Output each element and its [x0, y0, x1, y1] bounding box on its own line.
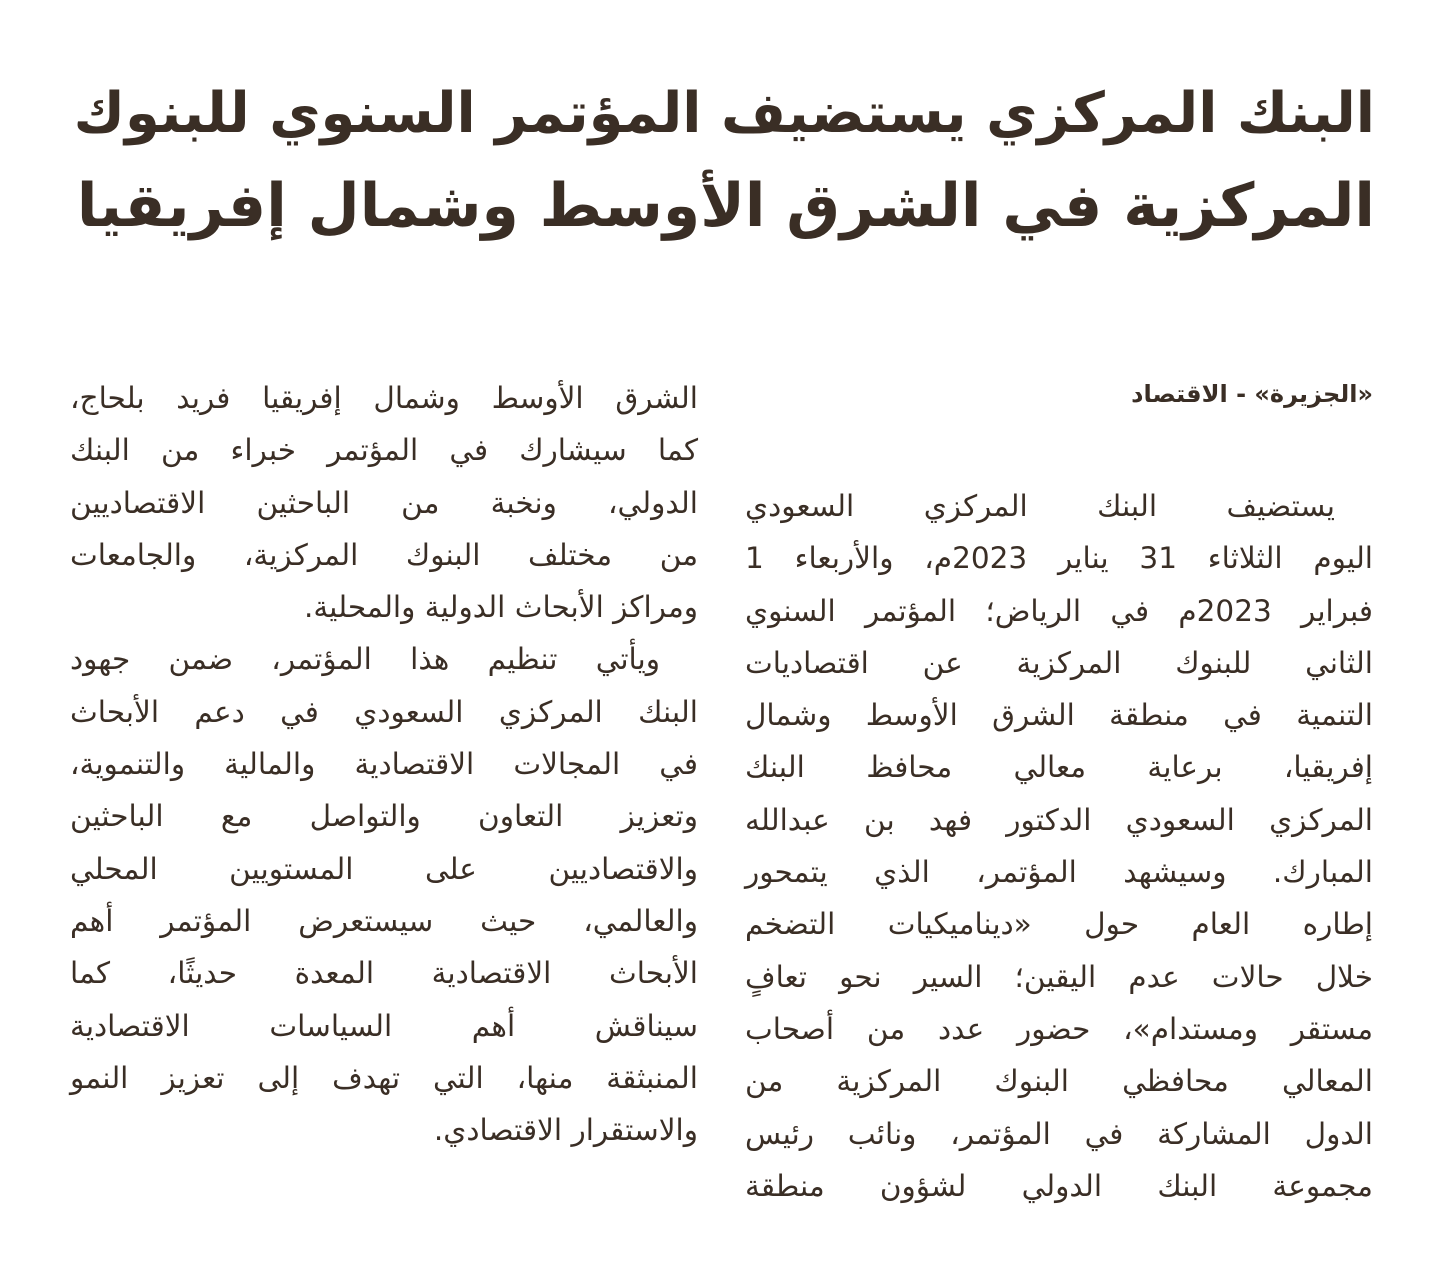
column-line: المنبثقة منها، التي تهدف إلى تعزيز النمو — [70, 1060, 698, 1095]
column-line: مستقر ومستدام»، حضور عدد من أصحاب — [745, 1011, 1373, 1046]
column-line: فبراير 2023م في الرياض؛ المؤتمر السنوي — [745, 593, 1374, 628]
column-line: الأبحاث الاقتصادية المعدة حديثًا، كما — [70, 956, 698, 991]
article-headline — [70, 68, 1375, 252]
headline-line-1: البنك المركزي يستضيف المؤتمر السنوي للبنوك — [73, 81, 1375, 146]
column-line: المبارك. وسيشهد المؤتمر، الذي يتمحور — [745, 855, 1373, 890]
column-line: الشرق الأوسط وشمال إفريقيا فريد بلحاج، — [70, 381, 698, 415]
column-line: في المجالات الاقتصادية والمالية والتنموية، — [70, 747, 698, 782]
column-line: الدول المشاركة في المؤتمر، ونائب رئيس — [745, 1116, 1373, 1151]
column-line: كما سيشارك في المؤتمر خبراء من البنك — [70, 433, 698, 468]
column-line: المركزي السعودي الدكتور فهد بن عبدالله — [745, 802, 1373, 837]
column-line: خلال حالات عدم اليقين؛ السير نحو تعافٍ — [745, 959, 1373, 994]
article-column-left — [70, 372, 698, 1156]
column-line: ويأتي تنظيم هذا المؤتمر، ضمن جهود — [70, 642, 660, 677]
column-line: إفريقيا، برعاية معالي محافظ البنك — [745, 750, 1373, 785]
column-line: الدولي، ونخبة من الباحثين الاقتصاديين — [70, 485, 698, 520]
column-line: مجموعة البنك الدولي لشؤون منطقة — [745, 1168, 1373, 1203]
article-column-right — [745, 480, 1373, 1212]
column-line: إطاره العام حول «ديناميكيات التضخم — [745, 907, 1373, 942]
column-line: يستضيف البنك المركزي السعودي — [745, 489, 1335, 523]
headline-line-2: المركزية في الشرق الأوسط وشمال إفريقيا — [76, 171, 1375, 241]
column-line: التنمية في منطقة الشرق الأوسط وشمال — [745, 698, 1373, 733]
column-line: والعالمي، حيث سيستعرض المؤتمر أهم — [70, 903, 698, 938]
column-line: الثاني للبنوك المركزية عن اقتصاديات — [745, 645, 1373, 680]
column-line: من مختلف البنوك المركزية، والجامعات — [70, 537, 698, 572]
column-line: اليوم الثلاثاء 31 يناير 2023م، والأربعاء 1 — [745, 541, 1373, 576]
column-line: المعالي محافظي البنوك المركزية من — [745, 1064, 1373, 1099]
byline: «الجزيرة» - الاقتصاد — [1131, 380, 1373, 408]
column-line: البنك المركزي السعودي في دعم الأبحاث — [70, 694, 698, 729]
column-line: سيناقش أهم السياسات الاقتصادية — [70, 1008, 698, 1043]
column-line: وتعزيز التعاون والتواصل مع الباحثين — [70, 799, 698, 834]
column-line: ومراكز الأبحاث الدولية والمحلية. — [303, 590, 698, 625]
column-line: والاقتصاديين على المستويين المحلي — [70, 851, 698, 886]
column-line: والاستقرار الاقتصادي. — [433, 1113, 698, 1148]
